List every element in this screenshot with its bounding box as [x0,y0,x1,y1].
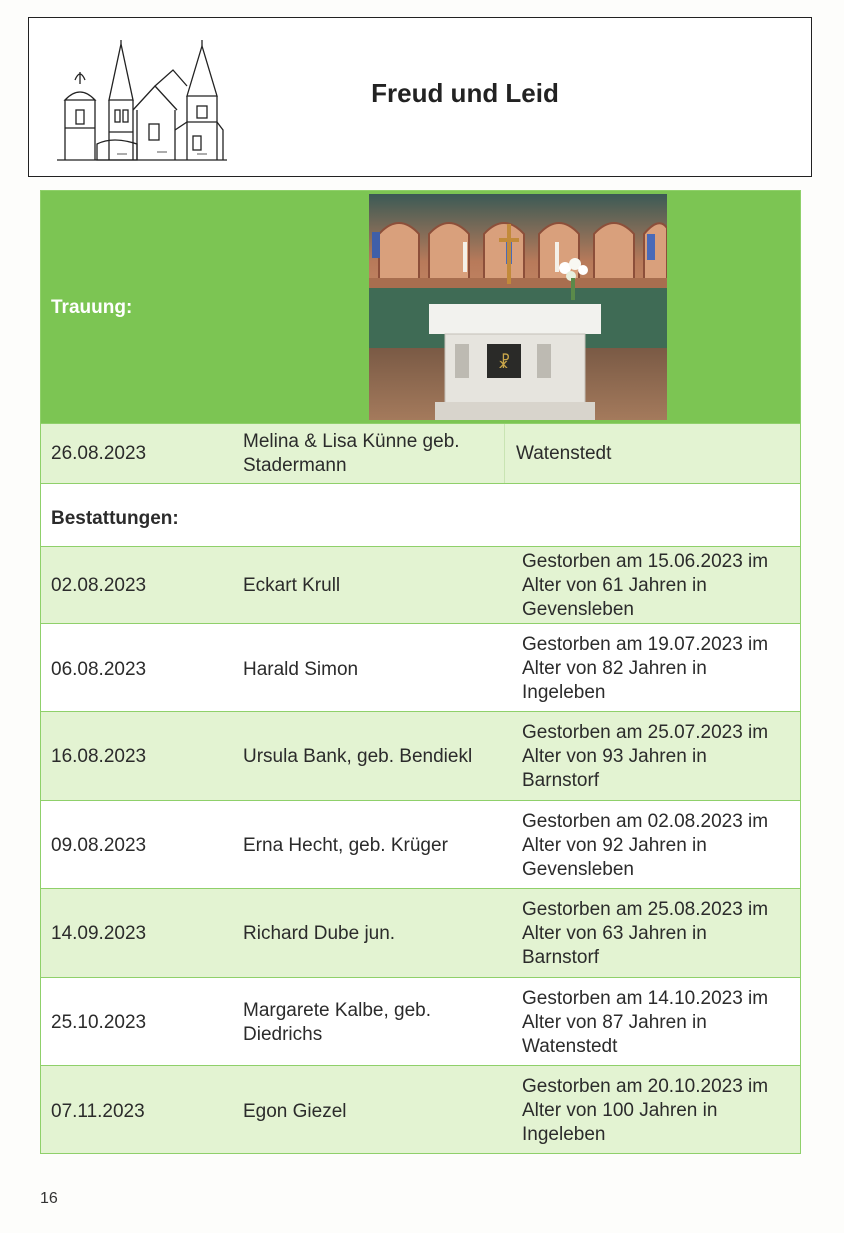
altar-photo [369,194,667,420]
entry-info-line1: Gestorben am 20.10.2023 im [522,1076,769,1097]
entry-info-line1: Gestorben am 19.07.2023 im [522,634,769,655]
svg-text:☧: ☧ [497,353,511,372]
trauung-header-row [41,191,800,423]
entry-name-line1: Margarete Kalbe, geb. [243,1000,432,1021]
trauung-names-line1: Melina & Lisa Künne geb. [243,431,460,452]
table-row [41,711,800,800]
trauung-names-line2: Stadermann [243,455,347,476]
entry-info-line1: Gestorben am 02.08.2023 im [522,811,769,832]
table-row [41,888,800,977]
entry-info-line2: Alter von 82 Jahren in [522,658,707,679]
table-row [41,546,800,623]
entry-date: 02.08.2023 [51,575,147,596]
page-header [28,17,812,177]
entry-info-line3: Gevensleben [522,859,634,880]
table-row [41,623,800,711]
trauung-date: 26.08.2023 [51,443,147,464]
entry-info-line3: Ingeleben [522,1124,606,1145]
entry-date: 14.09.2023 [51,923,147,944]
entry-date: 09.08.2023 [51,835,147,856]
table-row [41,1065,800,1153]
entry-info-line2: Alter von 63 Jahren in [522,923,707,944]
entry-date: 06.08.2023 [51,659,147,680]
entry-date: 16.08.2023 [51,746,147,767]
trauung-place: Watenstedt [516,443,612,464]
page-title: Freud und Leid [371,78,559,108]
entry-date: 25.10.2023 [51,1012,147,1033]
bestattungen-label: Bestattungen: [51,508,179,529]
entry-info-line2: Alter von 61 Jahren in [522,575,707,596]
column-divider [504,424,505,483]
entry-info-line3: Barnstorf [522,947,600,968]
entry-info-line3: Barnstorf [522,770,600,791]
bestattungen-header-row [41,483,800,546]
entry-info-line2: Alter von 87 Jahren in [522,1012,707,1033]
entry-info-line1: Gestorben am 14.10.2023 im [522,988,769,1009]
trauung-row [41,423,800,483]
entry-info-line1: Gestorben am 15.06.2023 im [522,551,769,572]
trauung-label: Trauung: [51,297,133,318]
entry-name: Eckart Krull [243,575,341,596]
entry-name-line2: Diedrichs [243,1024,323,1045]
entry-info-line3: Gevensleben [522,599,634,620]
entry-info-line2: Alter von 93 Jahren in [522,746,707,767]
entry-name: Ursula Bank, geb. Bendiekl [243,746,473,767]
table-row [41,800,800,888]
entry-name: Egon Giezel [243,1101,347,1122]
table-row [41,977,800,1065]
entry-date: 07.11.2023 [51,1101,145,1122]
entry-info-line2: Alter von 100 Jahren in [522,1100,718,1121]
entry-name: Erna Hecht, geb. Krüger [243,835,448,856]
entry-info-line2: Alter von 92 Jahren in [522,835,707,856]
entry-info-line3: Watenstedt [522,1036,618,1057]
entry-info-line1: Gestorben am 25.08.2023 im [522,899,769,920]
entry-name: Harald Simon [243,659,359,680]
entry-info-line1: Gestorben am 25.07.2023 im [522,722,769,743]
register-table [40,190,801,1154]
page-number: 16 [40,1190,58,1207]
entry-name: Richard Dube jun. [243,923,396,944]
entry-info-line3: Ingeleben [522,682,606,703]
